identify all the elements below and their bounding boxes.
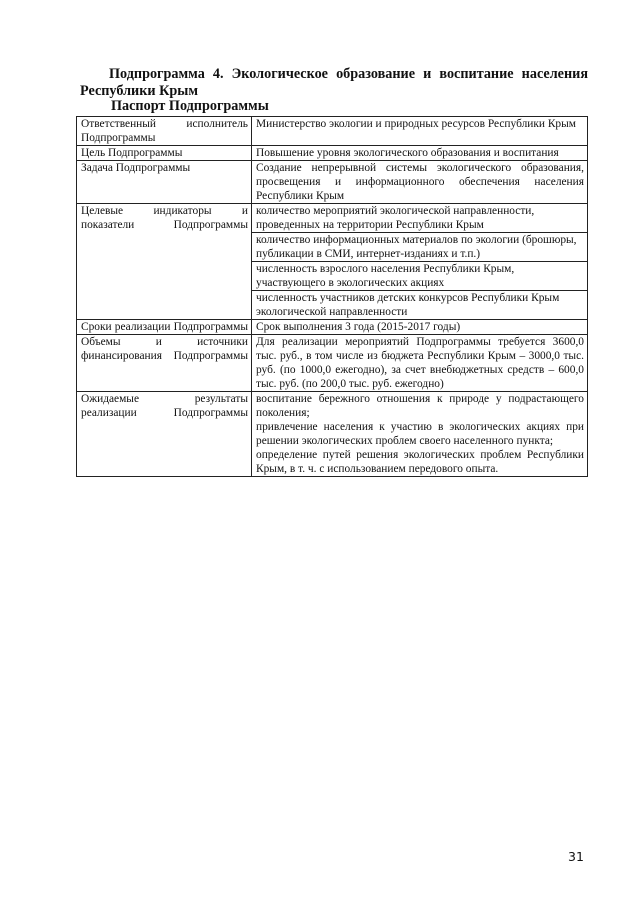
passport-heading: Паспорт Подпрограммы (111, 98, 269, 114)
row-label-indicators: Целевые индикаторы и показатели Подпрограммы (77, 204, 252, 320)
row-label-funding: Объемы и источники финансирования Подпрограммы (77, 335, 252, 392)
result-item: привлечение населения к участию в экологических акциях при решении экологических проблем своего населенного пункта; (256, 421, 584, 447)
row-value-goal: Повышение уровня экологического образования и воспитания (252, 146, 588, 161)
table-row (77, 320, 588, 335)
row-value-results (252, 392, 588, 477)
row-value-funding: Для реализации мероприятий Подпрограммы требуется 3600,0 тыс. руб., в том числе из бюджета Республики Крым – 3000,0 тыс. руб. (по 1000,0 ежегодно), за счет внебюджетных средств – 600,0 тыс. руб. (по 200,0 тыс. руб. ежегодно) (252, 335, 588, 392)
table-row (77, 146, 588, 161)
table-row (77, 335, 588, 392)
table-row (77, 161, 588, 204)
table-row (77, 117, 588, 146)
row-label-goal: Цель Подпрограммы (77, 146, 252, 161)
row-label-task: Задача Подпрограммы (77, 161, 252, 204)
table-row (77, 392, 588, 477)
table-row (77, 204, 588, 233)
indicator-item: количество мероприятий экологической направленности, проведенных на территории Республики Крым (252, 204, 588, 233)
row-label-results: Ожидаемые результаты реализации Подпрограммы (77, 392, 252, 477)
result-item: определение путей решения экологических проблем Республики Крым, в т. ч. с использованием передового опыта. (256, 449, 584, 475)
row-value-executor: Министерство экологии и природных ресурсов Республики Крым (252, 117, 588, 146)
row-label-timeframe: Сроки реализации Подпрограммы (77, 320, 252, 335)
row-label-executor: Ответственный исполнитель Подпрограммы (77, 117, 252, 146)
subprogram-title: Подпрограмма 4. Экологическое образование и воспитание населения Республики Крым (80, 66, 588, 99)
passport-table (76, 116, 588, 477)
page-number: 31 (568, 849, 584, 864)
indicator-item: численность взрослого населения Республики Крым, участвующего в экологических акциях (252, 262, 588, 291)
indicator-item: численность участников детских конкурсов Республики Крым экологической направленности (252, 291, 588, 320)
row-value-timeframe: Срок выполнения 3 года (2015-2017 годы) (252, 320, 588, 335)
row-value-task: Создание непрерывной системы экологического образования, просвещения и информационного обеспечения населения Республики Крым (252, 161, 588, 204)
result-item: воспитание бережного отношения к природе у подрастающего поколения; (256, 393, 584, 419)
indicator-item: количество информационных материалов по экологии (брошюры, публикации в СМИ, интернет-изданиях и т.п.) (252, 233, 588, 262)
